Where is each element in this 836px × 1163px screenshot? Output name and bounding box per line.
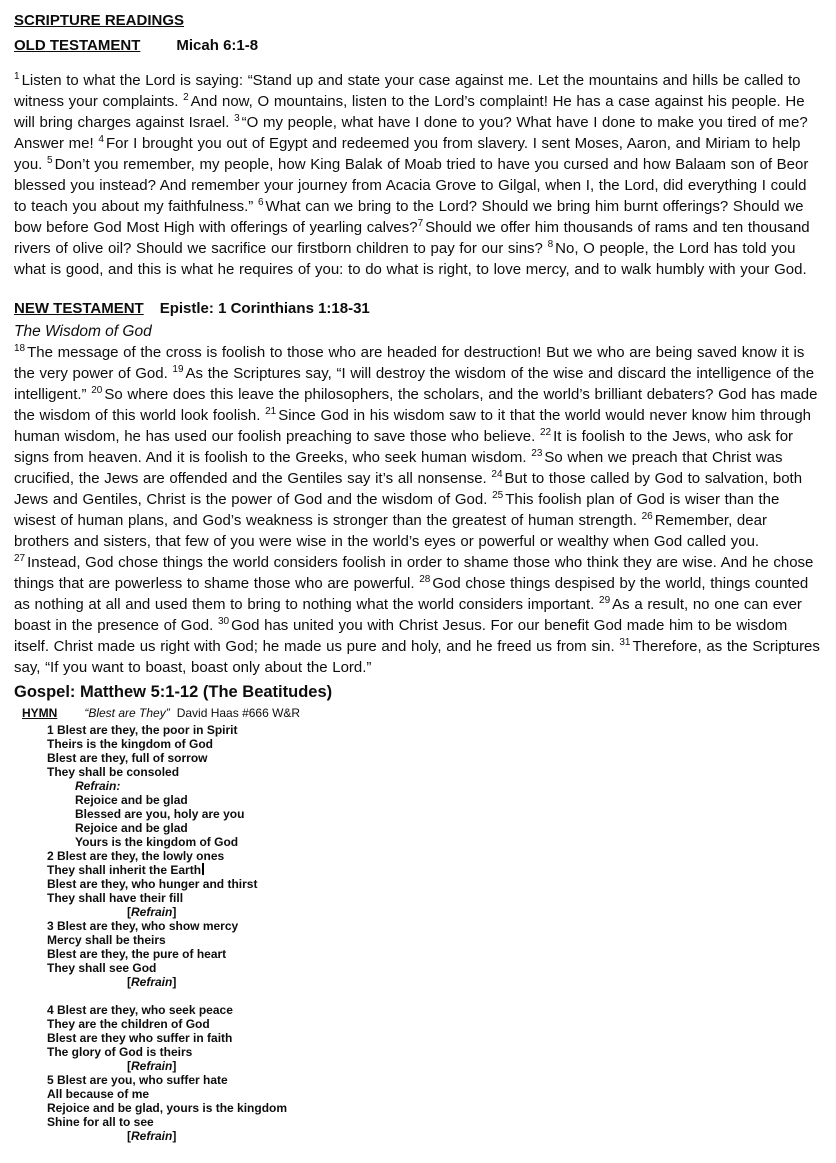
new-testament-passage [14, 342, 820, 678]
hymn-lyric-line: They shall have their fill [47, 891, 184, 905]
verse-text: The message of the cross is foolish to those who are headed for destruction! But we who are being saved know it is the very power of God. [14, 344, 805, 382]
old-testament-heading [14, 35, 820, 57]
verse-number: 5 [47, 155, 53, 166]
hymn-attribution: David Haas #666 W&R [176, 706, 301, 720]
verse-number: 30 [217, 616, 230, 627]
verse-number: 20 [91, 385, 103, 396]
verse-number: 7 [417, 218, 424, 229]
hymn-lyric-line: Yours is the kingdom of God [75, 835, 239, 849]
verse-number: 18 [14, 343, 26, 354]
verse-text: As the Scriptures say, “I will destroy the wisdom of the wise and discard the intelligence of the intelligent.” [14, 365, 815, 403]
hymn-lyric-line: Blest are they, full of sorrow [47, 751, 208, 765]
hymn-lyric-line: [Refrain] [127, 975, 177, 989]
verse-number: 31 [619, 637, 631, 648]
verse-number: 2 [183, 92, 189, 103]
hymn-lyric-line: [Refrain] [127, 1129, 177, 1143]
hymn-lyric-line: Blest are they who suffer in faith [47, 1031, 233, 1045]
hymn-lyric-line: 1 Blest are they, the poor in Spirit [47, 723, 238, 737]
verse-text: “O my people, what have I done to you? What have I done to make you tired of me? Answer me! [14, 114, 808, 152]
verse-number: 3 [234, 113, 240, 124]
verse-number: 27 [14, 553, 26, 564]
verse-text: Listen to what the Lord is saying: “Stand up and state your case against me. Let the mountains and hills be called to witness your complaints. [14, 72, 801, 110]
verse-text: It is foolish to the Jews, who ask for signs from heaven. And it is foolish to the Greeks, who seek human wisdom. [14, 428, 794, 466]
new-testament-label: NEW TESTAMENT [14, 300, 144, 317]
verse-text: Don’t you remember, my people, how King Balak of Moab tried to have you cursed and how Balaam son of Beor blessed you instead? And remember your journey from Acacia Grove to Gilgal, when I, the Lord, did everything I could to teach you about my faithfulness.” [14, 156, 809, 215]
verse-text: Therefore, as the Scriptures say, “If you want to boast, boast only about the Lord.” [14, 638, 820, 676]
verse-number: 26 [641, 511, 653, 522]
verse-text: So where does this leave the philosophers, the scholars, and the world’s brilliant debaters? God has made the wisdom of this world look foolish. [14, 386, 818, 424]
hymn-lyric-line: Rejoice and be glad [75, 793, 188, 807]
verse-number: 23 [531, 448, 543, 459]
hymn-lyric-line: They shall be consoled [47, 765, 180, 779]
verse-number: 4 [98, 134, 104, 145]
hymn-lyric-line: Refrain: [75, 779, 121, 793]
verse-text: Remember, dear brothers and sisters, that few of you were wise in the world’s eyes or powerful or wealthy when God called you. [14, 512, 767, 550]
hymn-lyric-line: Rejoice and be glad, yours is the kingdom [47, 1101, 288, 1115]
old-testament-label: OLD TESTAMENT [14, 37, 141, 54]
hymn-lyric-line: [Refrain] [127, 905, 177, 919]
hymn-lyric-line: 2 Blest are they, the lowly ones [47, 849, 225, 863]
hymn-lyric-line: [Refrain] [127, 1059, 177, 1073]
verse-text: So when we preach that Christ was crucified, the Jews are offended and the Gentiles say it’s all nonsense. [14, 449, 783, 487]
verse-number: 6 [257, 197, 264, 208]
verse-text: But to those called by God to salvation, both Jews and Gentiles, Christ is the power of God and the wisdom of God. [14, 470, 803, 508]
new-testament-reference: Epistle: 1 Corinthians 1:18-31 [159, 300, 370, 317]
hymn-lyric-line: Theirs is the kingdom of God [47, 737, 214, 751]
verse-text: For I brought you out of Egypt and redeemed you from slavery. I sent Moses, Aaron, and Miriam to help you. [14, 135, 801, 173]
verse-text: This foolish plan of God is wiser than the wisest of human plans, and God’s weakness is stronger than the greatest of human strength. [14, 491, 780, 529]
verse-number: 25 [492, 490, 504, 501]
hymn-lyric-line: Blest are they, the pure of heart [47, 947, 227, 961]
verse-text: God has united you with Christ Jesus. For our benefit God made him to be wisdom itself. Christ made us right with God; he made us pure and holy, and he freed us from sin. [14, 617, 788, 655]
new-testament-section [14, 298, 820, 678]
hymn-lyric-line: All because of me [47, 1087, 150, 1101]
hymn-header-line [22, 706, 820, 721]
verse-number: 19 [172, 364, 184, 375]
verse-text: Instead, God chose things the world considers foolish in order to shame those who think they are wise. And he chose things that are powerless to shame those who are powerful. [14, 554, 814, 592]
verse-number: 22 [539, 427, 552, 438]
hymn-lyric-line: 4 Blest are they, who seek peace [47, 1003, 233, 1017]
hymn-label: HYMN [22, 706, 58, 720]
scripture-readings-title: SCRIPTURE READINGS [14, 12, 185, 29]
text-cursor [202, 863, 204, 875]
hymn-title: “Blest are They” [84, 706, 170, 720]
hymn-lyrics [14, 723, 820, 1143]
verse-number: 29 [599, 595, 611, 606]
hymn-lyric-line: 5 Blest are you, who suffer hate [47, 1073, 228, 1087]
hymn-blank-line [47, 989, 820, 1003]
verse-number: 1 [14, 71, 20, 82]
verse-text: God chose things despised by the world, things counted as nothing at all and used them to bring to nothing what the world considers important. [14, 575, 809, 613]
hymn-lyric-line: They shall inherit the Earth [47, 863, 820, 877]
old-testament-passage [14, 70, 820, 280]
hymn-lyric-line: Rejoice and be glad [75, 821, 188, 835]
hymn-lyric-line: Blessed are you, holy are you [75, 807, 245, 821]
verse-number: 8 [547, 239, 554, 250]
hymn-lyric-line: Mercy shall be theirs [47, 933, 166, 947]
hymn-lyric-line: They shall see God [47, 961, 157, 975]
verse-text: Should we offer him thousands of rams and ten thousand rivers of olive oil? Should we sacrifice our firstborn children to pay for our sins? [14, 219, 810, 257]
verse-text: And now, O mountains, listen to the Lord’s complaint! He has a case against his people. He will bring charges against Israel. [14, 93, 805, 131]
hymn-lyric-line: Shine for all to see [47, 1115, 154, 1129]
verse-text: As a result, no one can ever boast in the presence of God. [14, 596, 802, 634]
hymn-lyric-line: Blest are they, who hunger and thirst [47, 877, 258, 891]
new-testament-heading [14, 298, 820, 320]
old-testament-reference: Micah 6:1-8 [176, 37, 259, 54]
verse-number: 21 [265, 406, 277, 417]
passage-subtitle: The Wisdom of God [14, 323, 152, 340]
gospel-heading: Gospel: Matthew 5:1-12 (The Beatitudes) [14, 683, 333, 701]
hymn-lyric-line: 3 Blest are they, who show mercy [47, 919, 239, 933]
hymn-lyric-line: They are the children of God [47, 1017, 210, 1031]
verse-number: 28 [419, 574, 431, 585]
verse-text: Since God in his wisdom saw to it that the world would never know him through human wisdom, he has used our foolish preaching to save those who believe. [14, 407, 812, 445]
verse-text: What can we bring to the Lord? Should we bring him burnt offerings? Should we bow before God Most High with offerings of yearling calves? [14, 198, 804, 236]
verse-number: 24 [491, 469, 503, 480]
hymn-lyric-line: The glory of God is theirs [47, 1045, 193, 1059]
verse-text: No, O people, the Lord has told you what is good, and this is what he requires of you: to do what is right, to love mercy, and to walk humbly with your God. [14, 240, 807, 278]
